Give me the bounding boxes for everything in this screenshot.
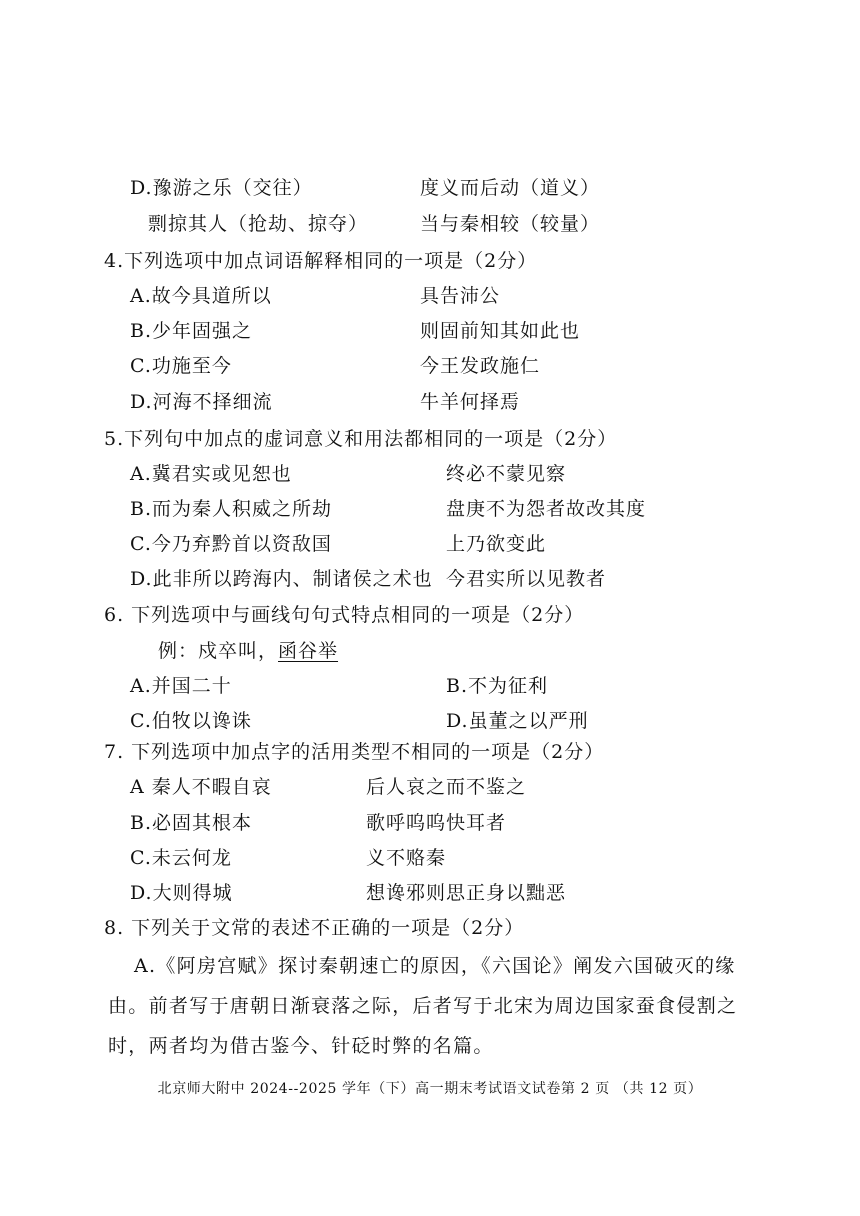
question-8-stem: 8. 下列关于文常的表述不正确的一项是（2分）	[104, 917, 525, 939]
q6-example-underlined: 函谷举	[278, 640, 339, 662]
q7-option-d-left: D.大则得城	[130, 882, 233, 904]
q6-option-b: B.不为征利	[446, 675, 549, 697]
q4-option-b-left: B.少年固强之	[130, 320, 253, 342]
q6-option-d: D.虽董之以严刑	[446, 710, 589, 732]
q6-option-a: A.并国二十	[130, 675, 232, 697]
q5-option-a-right: 终必不蒙见察	[446, 463, 567, 485]
question-4-stem: 4.下列选项中加点词语解释相同的一项是（2分）	[104, 250, 538, 272]
q7-option-d-right: 想谗邪则思正身以黜恶	[366, 882, 567, 904]
q4-option-a-left: A.故今具道所以	[130, 285, 272, 307]
q5-option-d-right: 今君实所以见教者	[446, 568, 607, 590]
q4-option-c-right: 今王发政施仁	[420, 355, 541, 377]
q7-option-b-right: 歌呼呜呜快耳者	[366, 812, 507, 834]
q4-option-d-left: D.河海不择细流	[130, 391, 273, 413]
q7-option-a-left: A 秦人不暇自哀	[130, 776, 272, 798]
q3-option-d-right: 度义而后动（道义）	[420, 177, 601, 199]
q4-option-a-right: 具告沛公	[420, 285, 501, 307]
q5-option-d-left: D.此非所以跨海内、制诸侯之术也	[130, 568, 433, 590]
q6-example-prefix: 例：戍卒叫，	[158, 640, 279, 662]
q7-option-a-right: 后人哀之而不鉴之	[366, 776, 527, 798]
q7-option-c-right: 义不赂秦	[366, 847, 447, 869]
q7-option-c-left: C.未云何龙	[130, 847, 232, 869]
q6-option-c: C.伯牧以谗诛	[130, 710, 252, 732]
q5-option-b-right: 盘庚不为怨者故改其度	[446, 498, 647, 520]
q3-option-d-left-2: 剽掠其人（抢劫、掠夺）	[148, 213, 369, 235]
q5-option-b-left: B.而为秦人积威之所劫	[130, 498, 333, 520]
q6-example	[158, 638, 338, 664]
q8-option-a: A.《阿房宫赋》探讨秦朝速亡的原因，《六国论》阐发六国破灭的缘由。前者写于唐朝日渐衰落之际，后者写于北宋为周边国家蚕食侵割之时，两者均为借古鉴今、针砭时弊的名篇。	[108, 955, 738, 1057]
q5-option-a-left: A.冀君实或见恕也	[130, 463, 292, 485]
q5-option-c-left: C.今乃弃黔首以资敌国	[130, 533, 332, 555]
question-5-stem: 5.下列句中加点的虚词意义和用法都相同的一项是（2分）	[104, 428, 618, 450]
q4-option-d-right: 牛羊何择焉	[420, 391, 521, 413]
q5-option-c-right: 上乃欲变此	[446, 533, 547, 555]
question-7-stem: 7. 下列选项中加点字的活用类型不相同的一项是（2分）	[104, 741, 605, 763]
q3-option-d-left: D.豫游之乐（交往）	[130, 177, 313, 199]
q7-option-b-left: B.必固其根本	[130, 812, 253, 834]
q4-option-c-left: C.功施至今	[130, 355, 232, 377]
question-6-stem: 6. 下列选项中与画线句句式特点相同的一项是（2分）	[104, 604, 585, 626]
q4-option-b-right: 则固前知其如此也	[420, 320, 581, 342]
q3-option-d-right-2: 当与秦相较（较量）	[420, 213, 601, 235]
page-footer: 北京师大附中 2024--2025 学年（下）高一期末考试语文试卷第 2 页 （共 12 页）	[157, 1081, 703, 1097]
